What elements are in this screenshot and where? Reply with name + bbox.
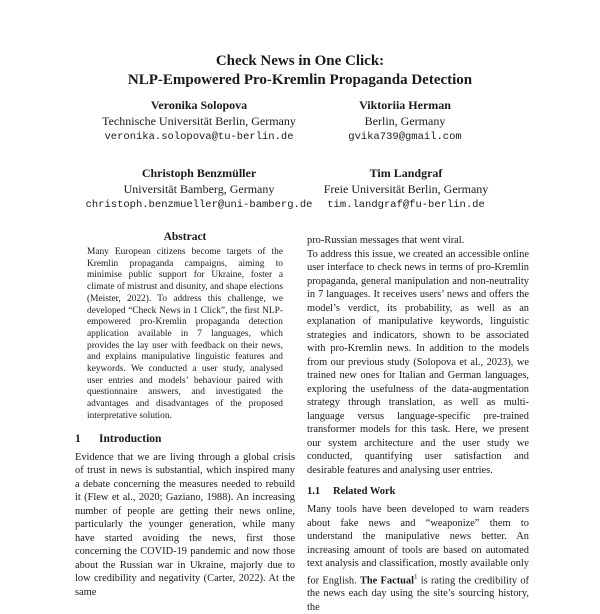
author-email[interactable]: veronika.solopova@tu-berlin.de (104, 131, 294, 143)
abstract-paragraph: Many European citizens become targets of the Kremlin propaganda campaigns, aiming to minimise public support for Ukraine, foster a climate of mistrust and disunity, and shape elections (Meister, 2022). To address this challenge, we developed “Check News in 1 Click”, the first NLP-empowered pro-Kremlin propaganda detection application available in 7 languages, which provides the lay user with feedback on their news, and explains manipulative linguistic features and keywords. We conducted a user study, analysed user entries and models’ behaviour paired with questionnaire answers, and investigated the advantages and disadvantages of the proposed interpretative solution. (87, 247, 283, 421)
section-title: Introduction (99, 432, 162, 445)
author-name: Viktoriia Herman (359, 98, 451, 112)
author-name: Christoph Benzmüller (141, 166, 257, 180)
left-column (75, 231, 295, 599)
author-affiliation: Berlin, Germany (364, 114, 446, 128)
title-line-1: Check News in One Click: (215, 53, 385, 69)
author-name: Veronika Solopova (150, 98, 248, 112)
title-line-2: NLP-Empowered Pro-Kremlin Propaganda Detection (127, 72, 473, 88)
author-email[interactable]: christoph.benzmueller@uni-bamberg.de (85, 199, 313, 211)
tool-name: The Factual (359, 574, 415, 586)
abstract-heading: Abstract (163, 231, 207, 243)
introduction-body (75, 451, 295, 600)
author-affiliation: Freie Universität Berlin, Germany (323, 182, 489, 196)
introduction-paragraph: Evidence that we are living through a global crisis of trust in news is substantial, which inspired many a debate concerning the measures needed to rebuild it (Flew et al., 2020; Gaziano, 1988). An increasing number of people are getting their news online, particularly the younger generation, while many have started avoiding the news, first those concerning the COVID-19 pandemic and now those about the Russian war in Ukraine, majorly due to low credibility and negativity (Carter, 2022). At the same (75, 451, 295, 598)
text-span: is rating the credibility of the news each day using the site’s sourcing history, the (307, 574, 529, 613)
footnote-marker[interactable]: 1 (414, 572, 418, 581)
section-number: 1 (75, 432, 81, 445)
related-work-paragraph (307, 503, 529, 614)
right-column-body (307, 234, 529, 477)
author-affiliation: Universität Bamberg, Germany (123, 182, 275, 196)
author-name: Tim Landgraf (369, 166, 443, 180)
paragraph: pro-Russian messages that went viral. (307, 235, 465, 246)
author-block (82, 165, 316, 213)
subsection-heading-related-work (307, 486, 529, 497)
abstract-body (75, 247, 295, 423)
subsection-number: 1.1 (307, 486, 321, 497)
right-column (307, 234, 529, 614)
author-email[interactable]: gvika739@gmail.com (348, 131, 462, 143)
paragraph: To address this issue, we created an accessible online user interface to check news in terms of pro-Kremlin propaganda, general manipulation and non-neutrality in 7 languages. It receives users’ news and offers the model’s verdict, its probability, as well as an explanation of manipulative keywords, linguistic strategies and indicators, shown to be associated with pro-Kremlin news. In addition to the models from our previous study (Solopova et al., 2023), we trained new ones for Italian and German languages, exploring the usefulness of the data-augmentation strategy through translation, as well as multi-language versus language-specific pre-trained transformer models for this task. Here, we present our system architecture and the user study we conducted, quantifying user satisfaction and desirable features and analysing user entries. (307, 248, 529, 476)
author-affiliation: Technische Universität Berlin, Germany (102, 114, 296, 128)
section-heading-introduction (75, 433, 295, 445)
author-block (84, 97, 314, 145)
related-work-body (307, 503, 529, 614)
author-email[interactable]: tim.landgraf@fu-berlin.de (327, 199, 485, 211)
subsection-title: Related Work (333, 486, 396, 497)
author-block (300, 97, 510, 145)
paper-title (0, 52, 600, 90)
text-span: Many tools have been developed to warn readers about fake news and “weaponize” them to understand the manipulative news better. An increasing amount of tools are based on automated text analysis and classification, mostly available only for English. (307, 504, 529, 586)
author-block (304, 165, 508, 213)
